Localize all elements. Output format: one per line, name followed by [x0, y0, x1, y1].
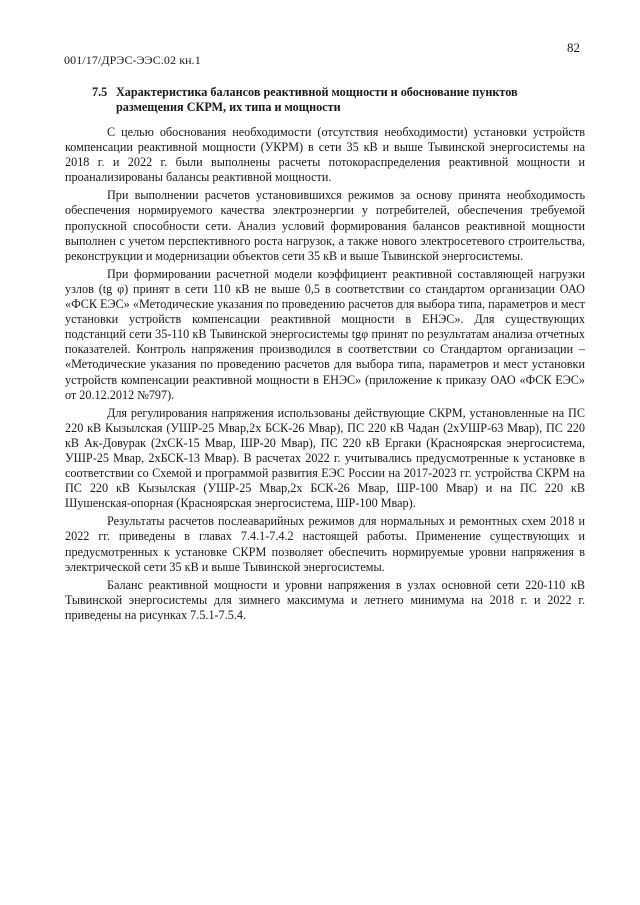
paragraph: Для регулирования напряжения использованы действующие СКРМ, установленные на ПС 220 кВ Кызылская (УШР-25 Мвар,2х БСК-26 Мвар), ПС 220 кВ Чадан (2хУШР-63 Мвар), ПС 220 кВ Ак-Довурак (2хСК-15 Мвар, ШР-20 Мвар), ПС 220 кВ Ергаки (Красноярская энергосистема, УШР-25 Мвар, 2хБСК-13 Мвар). В расчетах 2022 г. учитывались предусмотренные к установке в соответствии со Схемой и программой развития ЕЭС России на 2017-2023 гг. устройства СКРМ на ПС 220 кВ Кызылская (УШР-25 Мвар,2х БСК-26 Мвар, ШР-100 Мвар) и на ПС 220 кВ Шушенская-опорная (Красноярская энергосистема, ШР-100 Мвар).	[65, 405, 585, 511]
section-number: 7.5	[92, 85, 108, 99]
paragraph: При выполнении расчетов установившихся режимов за основу принята необходимость обеспечения нормируемого качества электроэнергии у потребителей, обеспечения требуемой пропускной способности сети. Анализ условий формирования балансов реактивной мощности выполнен с учетом перспективного роста нагрузок, а также нового электросетевого строительства, реконструкции и модернизации объектов сети 35 кВ и выше Тывинской энергосистемы.	[65, 188, 585, 263]
paragraph: С целью обоснования необходимости (отсутствия необходимости) установки устройств компенсации реактивной мощности (УКРМ) в сети 35 кВ и выше Тывинской энергосистемы на 2018 г. и 2022 г. были выполнены расчеты потокораспределения реактивной мощности и проанализированы балансы реактивной мощности.	[65, 125, 585, 185]
body-text	[65, 125, 585, 626]
document-code: 001/17/ДРЭС-ЭЭС.02 кн.1	[64, 53, 201, 67]
page-number: 82	[567, 40, 580, 55]
section-heading	[92, 85, 562, 115]
paragraph: Баланс реактивной мощности и уровни напряжения в узлах основной сети 220-110 кВ Тывинской энергосистемы для зимнего максимума и летнего минимума на 2018 г. и 2022 г. приведены на рисунках 7.5.1-7.5.4.	[65, 577, 585, 622]
paragraph: При формировании расчетной модели коэффициент реактивной составляющей нагрузки узлов (tg φ) принят в сети 110 кВ не выше 0,5 в соответствии со стандартом организации ОАО «ФСК ЕЭС» «Методические указания по проведению расчетов для выбора типа, параметров и мест установки устройств компенсации реактивной мощности в ЕНЭС». Для существующих подстанций сети 35-110 кВ Тывинской энергосистемы tgφ принят по результатам анализа отчетных показателей. Контроль напряжения производился в соответствии со Стандартом организации – «Методические указания по проведению расчетов для выбора типа, параметров и мест установки устройств компенсации реактивной мощности в ЕНЭС» (приложение к приказу ОАО «ФСК ЕЭС» от 20.12.2012 №797).	[65, 266, 585, 402]
section-title: Характеристика балансов реактивной мощности и обоснование пунктов размещения СКРМ, их типа и мощности	[116, 85, 518, 114]
paragraph: Результаты расчетов послеаварийных режимов для нормальных и ремонтных схем 2018 и 2022 гг. приведены в главах 7.4.1-7.4.2 настоящей работы. Применение существующих и предусмотренных к установке СКРМ позволяет обеспечить нормируемые уровни напряжения в электрической сети 35 кВ и выше Тывинской энергосистемы.	[65, 514, 585, 574]
